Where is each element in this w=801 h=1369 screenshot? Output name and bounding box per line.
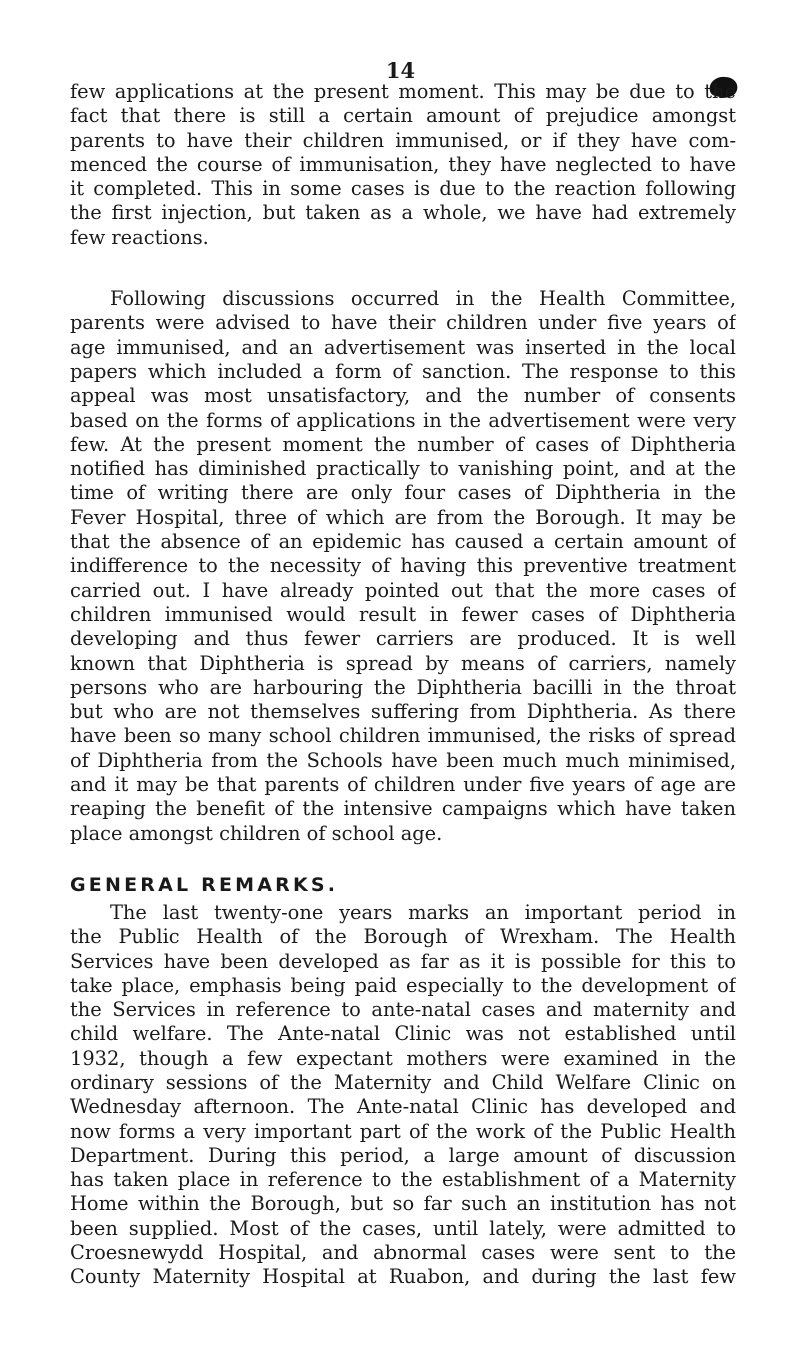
text-line: the Public Health of the Borough of Wrexham. The Health [70,925,736,949]
text-line: Department. During this period, a large amount of discussion [70,1143,736,1167]
text-line: menced the course of immunisation, they have neglected to have [70,152,736,176]
text-line: child welfare. The Ante-natal Clinic was not established until [70,1022,736,1046]
text-line: carried out. I have already pointed out that the more cases of [70,578,736,602]
text-line: time of writing there are only four cases of Diphtheria in the [70,481,736,505]
text-line: Home within the Borough, but so far such an institution has not [70,1192,736,1216]
text-line: persons who are harbouring the Diphtheria bacilli in the throat [70,675,736,699]
text-line: take place, emphasis being paid especially to the development of [70,973,736,997]
text-line: of Diphtheria from the Schools have been much much minimised, [70,748,736,772]
paragraph-intro [70,80,736,250]
text-line: few applications at the present moment. This may be due to the [70,80,736,103]
text-line: place amongst children of school age. [70,821,443,845]
text-line: and it may be that parents of children under five years of age are [70,773,736,797]
text-line: it completed. This in some cases is due to the reaction following [70,177,736,201]
text-line: the first injection, but taken as a whole, we have had extremely [70,201,736,225]
text-line: has taken place in reference to the establishment of a Maternity [70,1168,736,1192]
text-line: children immunised would result in fewer cases of Diphtheria [70,602,736,626]
section-heading: GENERAL REMARKS. [70,873,339,896]
text-line: fact that there is still a certain amount of prejudice amongst [70,104,736,128]
text-line: reaping the benefit of the intensive campaigns which have taken [70,797,736,821]
text-line: based on the forms of applications in the advertisement were very [70,408,736,432]
text-line: few. At the present moment the number of cases of Diphtheria [70,432,736,456]
text-line: parents to have their children immunised, or if they have com- [70,128,736,152]
text-line: now forms a very important part of the work of the Public Health [70,1119,736,1143]
text-line: that the absence of an epidemic has caused a certain amount of [70,530,736,554]
text-line: 1932, though a few expectant mothers were examined in the [70,1046,736,1070]
text-line: Wednesday afternoon. The Ante-natal Clinic has developed and [70,1095,736,1119]
paragraph-general-remarks [70,901,736,1290]
text-line: The last twenty-one years marks an important period in [110,900,736,924]
text-line: age immunised, and an advertisement was inserted in the local [70,335,736,359]
text-line: County Maternity Hospital at Ruabon, and during the last few [70,1265,736,1289]
text-line: ordinary sessions of the Maternity and Child Welfare Clinic on [70,1070,736,1094]
text-line: have been so many school children immunised, the risks of spread [70,724,736,748]
text-line: notified has diminished practically to vanishing point, and at the [70,457,736,481]
text-line: developing and thus fewer carriers are produced. It is well [70,627,736,651]
text-line: few reactions. [70,225,209,249]
text-line: Following discussions occurred in the Health Committee, [110,287,736,311]
text-line: Croesnewydd Hospital, and abnormal cases were sent to the [70,1241,736,1265]
text-line: appeal was most unsatisfactory, and the number of consents [70,384,736,408]
text-line: Fever Hospital, three of which are from the Borough. It may be [70,505,736,529]
text-line: the Services in reference to ante-natal cases and maternity and [70,998,736,1022]
text-line: indifference to the necessity of having this preventive treatment [70,554,736,578]
text-line: Services have been developed as far as it is possible for this to [70,949,736,973]
paragraph-discussions [70,287,736,846]
text-line: parents were advised to have their children under five years of [70,311,736,335]
page-number: 14 [385,58,416,83]
text-line: papers which included a form of sanction. The response to this [70,359,736,383]
text-line: been supplied. Most of the cases, until lately, were admitted to [70,1216,736,1240]
text-line: known that Diphtheria is spread by means of carriers, namely [70,651,736,675]
document-body [70,80,736,1290]
text-line: but who are not themselves suffering from Diphtheria. As there [70,700,736,724]
